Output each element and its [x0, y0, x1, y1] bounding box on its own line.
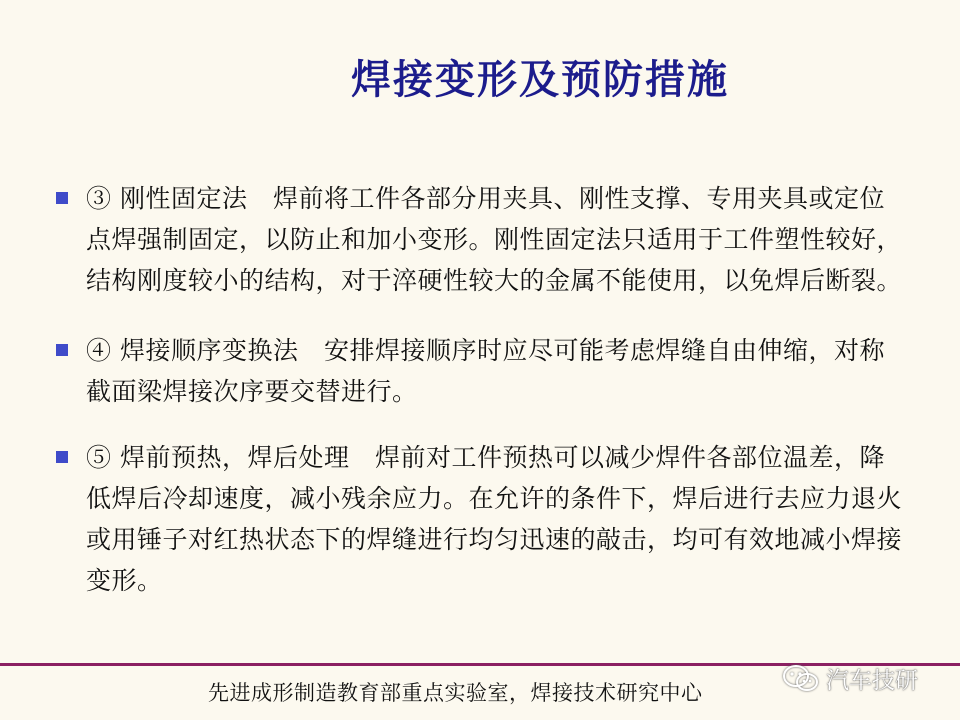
bullet-item [56, 437, 906, 601]
watermark [782, 662, 918, 695]
bullet-marker-icon [56, 192, 68, 204]
bullet-marker-icon [56, 451, 68, 463]
footer-text: 先进成形制造教育部重点实验室，焊接技术研究中心 [208, 681, 703, 705]
watermark-text: 汽车技研 [826, 668, 918, 694]
bullet-text: ⑤ 焊前预热，焊后处理 焊前对工件预热可以减少焊件各部位温差，降低焊后冷却速度，减小残余应力。在允许的条件下，焊后进行去应力退火或用锤子对红热状态下的焊缝进行均匀迅速的敲击，均可有效地减小焊接变形。 [86, 443, 903, 595]
bullet-text: ③ 刚性固定法 焊前将工件各部分用夹具、刚性支撑、专用夹具或定位点焊强制固定，以防止和加小变形。刚性固定法只适用于工件塑性较好，结构刚度较小的结构，对于淬硬性较大的金属不能使用，以免焊后断裂。 [86, 184, 903, 295]
bullet-marker-icon [56, 344, 68, 356]
bullet-list [56, 178, 906, 630]
bullet-text: ④ 焊接顺序变换法 安排焊接顺序时应尽可能考虑焊缝自由伸缩，对称截面梁焊接次序要交替进行。 [86, 336, 885, 406]
bullet-item [56, 330, 906, 412]
slide-title: 焊接变形及预防措施 [351, 57, 729, 103]
bullet-item [56, 178, 906, 301]
wechat-icon [782, 664, 820, 694]
